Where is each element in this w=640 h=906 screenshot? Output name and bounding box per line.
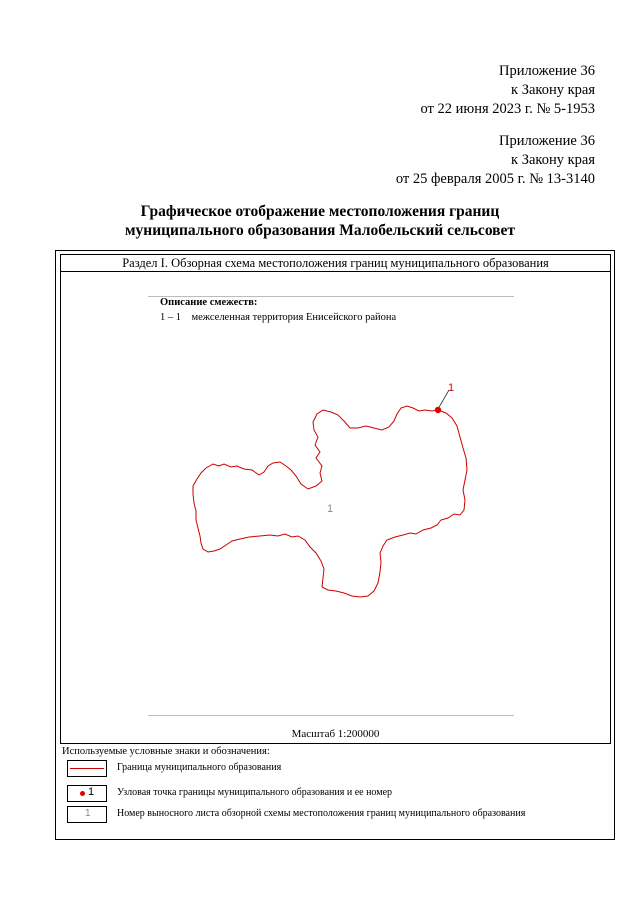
map-scale: Масштаб 1:200000 — [291, 728, 380, 740]
adjacency-title: Описание смежеств: — [160, 297, 258, 308]
node-dot-icon — [80, 791, 85, 796]
appendix-law: к Закону края — [511, 152, 595, 168]
legend-node-label: Узловая точка границы муниципального образования и ее номер — [117, 787, 393, 798]
boundary-line-icon — [70, 768, 104, 769]
appendix-law: к Закону края — [511, 82, 595, 98]
appendix-number: Приложение 36 — [499, 63, 595, 79]
appendix-number: Приложение 36 — [499, 133, 595, 149]
title-line-2: муниципального образования Малобельский сельсовет — [124, 222, 516, 239]
legend-boundary-label: Граница муниципального образования — [117, 762, 282, 773]
adjacency-item: 1 – 1 межселенная территория Енисейского района — [160, 312, 397, 323]
municipal-boundary — [193, 406, 467, 597]
sheet-number-label: 1 — [327, 503, 334, 515]
legend-node-sample — [67, 785, 107, 802]
legend-sheet-sample — [67, 806, 107, 823]
legend-boundary-sample — [67, 760, 107, 777]
legend-title: Используемые условные знаки и обозначения: — [62, 746, 270, 757]
boundary-node-point — [435, 407, 441, 413]
appendix-date: от 22 июня 2023 г. № 5-1953 — [420, 101, 595, 117]
appendix-date: от 25 февраля 2005 г. № 13-3140 — [395, 171, 595, 187]
node-sample-number: 1 — [88, 786, 95, 798]
sheet-sample-number: 1 — [85, 808, 91, 819]
boundary-node-label: 1 — [448, 382, 455, 394]
section-title: Раздел I. Обзорная схема местоположения границ муниципального образования — [122, 256, 549, 270]
scale-separator — [148, 715, 514, 716]
legend-sheet-label: Номер выносного листа обзорной схемы местоположения границ муниципального образования — [117, 808, 526, 819]
title-line-1: Графическое отображение местоположения границ — [140, 203, 500, 220]
